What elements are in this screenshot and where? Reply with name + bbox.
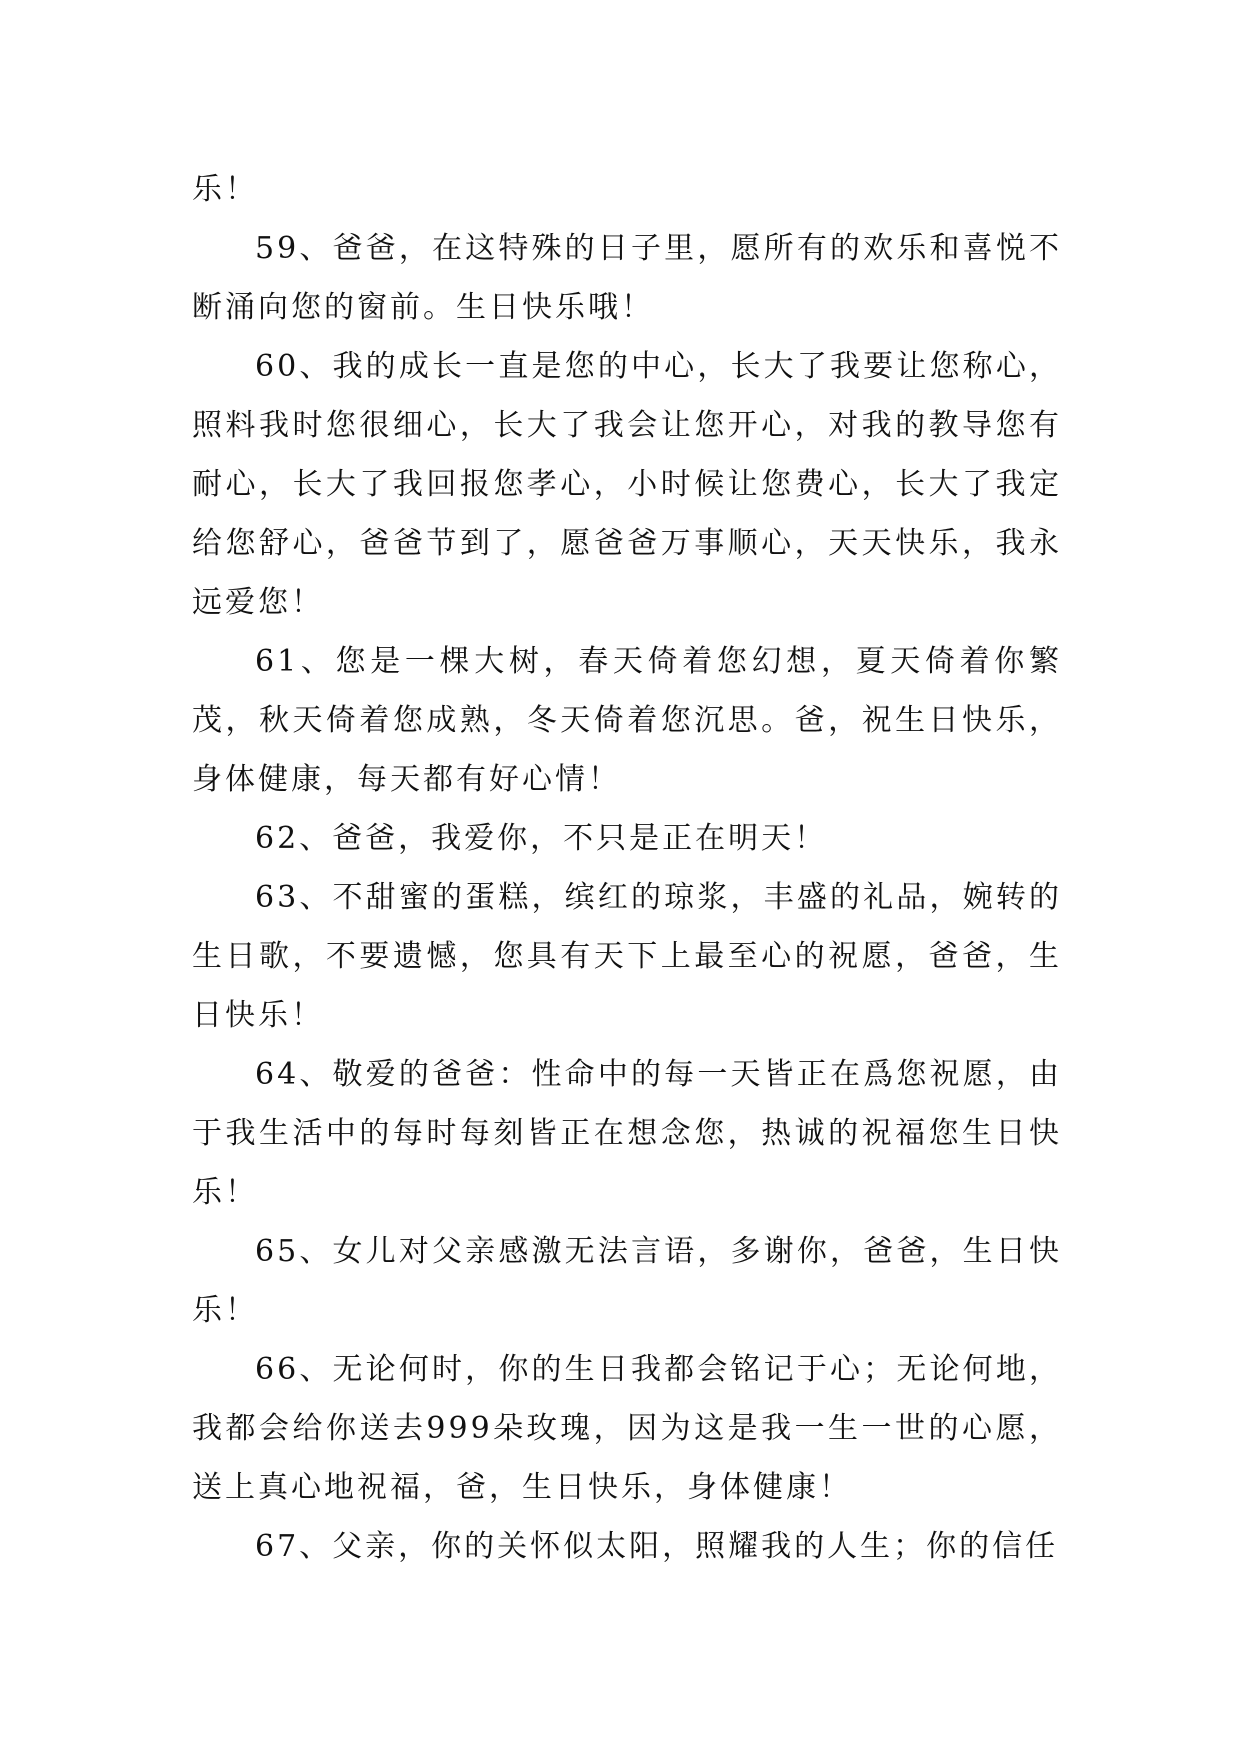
paragraph-61: 61、您是一棵大树，春天倚着您幻想，夏天倚着你繁茂，秋天倚着您成熟，冬天倚着您沉思。爸，祝生日快乐，身体健康，每天都有好心情！ bbox=[192, 644, 1062, 797]
paragraph-63: 63、不甜蜜的蛋糕，缤红的琼浆，丰盛的礼品，婉转的生日歌，不要遗憾，您具有天下上最至心的祝愿，爸爸，生日快乐！ bbox=[192, 880, 1062, 1033]
paragraph-67: 67、父亲，你的关怀似太阳，照耀我的人生；你的信任 bbox=[255, 1529, 1059, 1564]
paragraph-62: 62、爸爸，我爱你，不只是正在明天！ bbox=[255, 821, 828, 856]
paragraph-60: 60、我的成长一直是您的中心，长大了我要让您称心，照料我时您很细心，长大了我会让您开心，对我的教导您有耐心，长大了我回报您孝心，小时候让您费心，长大了我定给您舒心，爸爸节到了，愿爸爸万事顺心，天天快乐，我永远爱您！ bbox=[192, 349, 1062, 620]
paragraph-continuation: 乐！ bbox=[192, 172, 258, 207]
paragraph-66: 66、无论何时，你的生日我都会铭记于心；无论何地，我都会给你送去999朵玫瑰，因为这是我一生一世的心愿，送上真心地祝福，爸，生日快乐，身体健康！ bbox=[192, 1352, 1062, 1505]
paragraph-65: 65、女儿对父亲感激无法言语，多谢你，爸爸，生日快乐！ bbox=[192, 1234, 1062, 1328]
document-body bbox=[192, 160, 1062, 1576]
paragraph-64: 64、敬爱的爸爸：性命中的每一天皆正在爲您祝愿，由于我生活中的每时每刻皆正在想念您，热诚的祝福您生日快乐！ bbox=[192, 1057, 1062, 1210]
paragraph-59: 59、爸爸，在这特殊的日子里，愿所有的欢乐和喜悦不断涌向您的窗前。生日快乐哦！ bbox=[192, 231, 1062, 325]
